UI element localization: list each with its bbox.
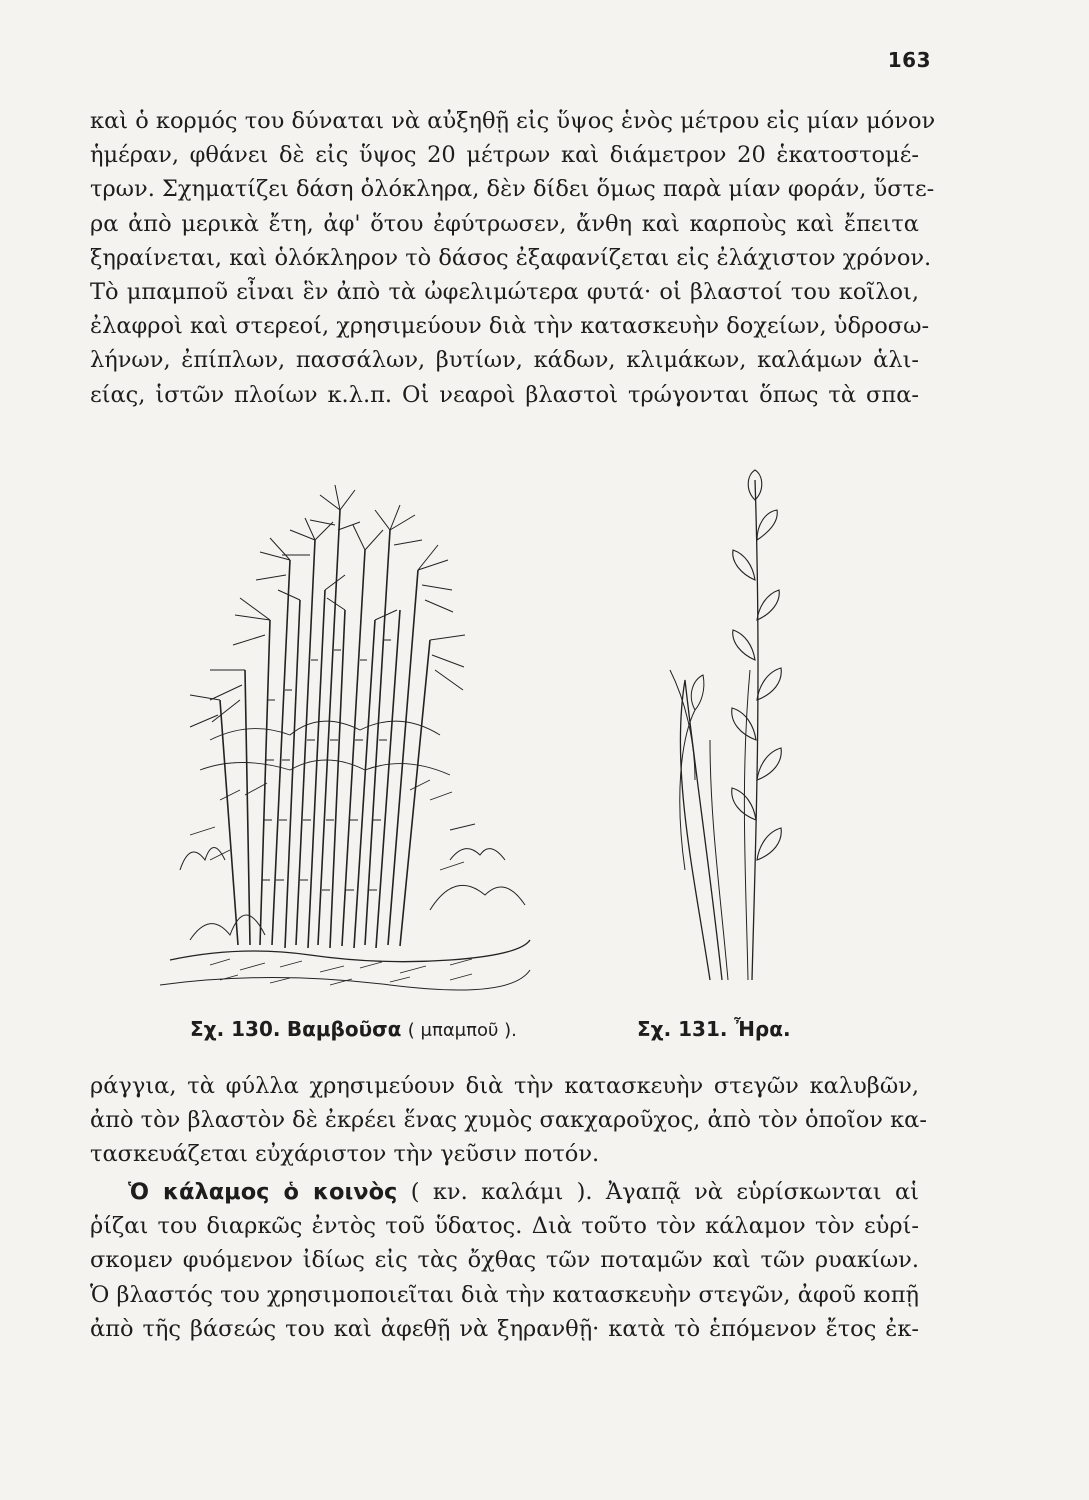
text-line: λήνων, ἐπίπλων, πασσάλων, βυτίων, κάδων, κλιμάκων, καλάμων ἁλι-: [90, 347, 919, 374]
paragraph-common-reed: [90, 1175, 919, 1346]
text-line: τασκευάζεται εὐχάριστον τὴν γεῦσιν ποτόν.: [90, 1141, 600, 1168]
text-line: ξηραίνεται, καὶ ὁλόκληρον τὸ δάσος ἐξαφανίζεται εἰς ἐλάχιστον χρόνον.: [90, 244, 932, 271]
text-line: ἐλαφροὶ καὶ στερεοί, χρησιμεύουν διὰ τὴν κατασκευὴν δοχείων, ὑδροσω-: [90, 313, 930, 340]
page-number: 163: [887, 48, 931, 72]
text-line: Τὸ μπαμποῦ εἶναι ἓν ἀπὸ τὰ ὠφελιμώτερα φυτά· οἱ βλαστοί του κοῖλοι,: [90, 278, 919, 305]
text-line: ἀπὸ τῆς βάσεώς του καὶ ἀφεθῇ νὰ ξηρανθῇ· κατὰ τὸ ἑπόμενον ἔτος ἐκ-: [90, 1315, 919, 1342]
text-line: ἀπὸ τὸν βλαστὸν δὲ ἐκρέει ἕνας χυμὸς σακχαροῦχος, ἀπὸ τὸν ὁποῖον κα-: [90, 1107, 927, 1134]
caption-figure-130: Σχ. 130. Βαμβοῦσα ( μπαμποῦ ).: [190, 1017, 517, 1041]
bamboo-illustration: [160, 485, 530, 990]
text-line: ῥίζαι του διαρκῶς ἐντὸς τοῦ ὕδατος. Διὰ τοῦτο τὸν κάλαμον τὸν εὑρί-: [90, 1213, 919, 1240]
text-line: ρα ἀπὸ μερικὰ ἔτη, ἀφ' ὅτου ἐφύτρωσεν, ἄνθη καὶ καρποὺς καὶ ἔπειτα: [90, 210, 919, 237]
paragraph-bamboo-description: [90, 104, 936, 412]
text-line: ράγγια, τὰ φύλλα χρησιμεύουν διὰ τὴν κατασκευὴν στεγῶν καλυβῶν,: [90, 1073, 919, 1099]
text-line: Ὁ κάλαμος ὁ κοινὸς ( κν. καλάμι ). Ἀγαπᾷ νὰ εὑρίσκωνται αἱ: [128, 1179, 919, 1205]
text-line: σκομεν φυόμενον ἰδίως εἰς τὰς ὄχθας τῶν ποταμῶν καὶ τῶν ρυακίων.: [90, 1247, 919, 1274]
figure-illustrations: [150, 440, 850, 1010]
darnel-grass-illustration: [670, 470, 781, 980]
term-common-reed: Ὁ κάλαμος ὁ κοινὸς: [128, 1179, 398, 1205]
text-line: καὶ ὁ κορμός του δύναται νὰ αὐξηθῇ εἰς ὕψος ἑνὸς μέτρου εἰς μίαν μόνον: [90, 108, 936, 134]
text-line: Ὁ βλαστός του χρησιμοποιεῖται διὰ τὴν κατασκευὴν στεγῶν, ἀφοῦ κοπῇ: [90, 1281, 919, 1308]
caption-figure-131: Σχ. 131. Ἦρα.: [637, 1017, 791, 1041]
paragraph-bamboo-uses: [90, 1069, 927, 1172]
text-line: ἡμέραν, φθάνει δὲ εἰς ὕψος 20 μέτρων καὶ διάμετρον 20 ἑκατοστομέ-: [90, 142, 919, 169]
text-line: τρων. Σχηματίζει δάση ὁλόκληρα, δὲν δίδει ὅμως παρὰ μίαν φοράν, ὕστε-: [90, 176, 935, 203]
text-line: είας, ἱστῶν πλοίων κ.λ.π. Οἱ νεαροὶ βλαστοὶ τρώγονται ὅπως τὰ σπα-: [90, 381, 919, 408]
